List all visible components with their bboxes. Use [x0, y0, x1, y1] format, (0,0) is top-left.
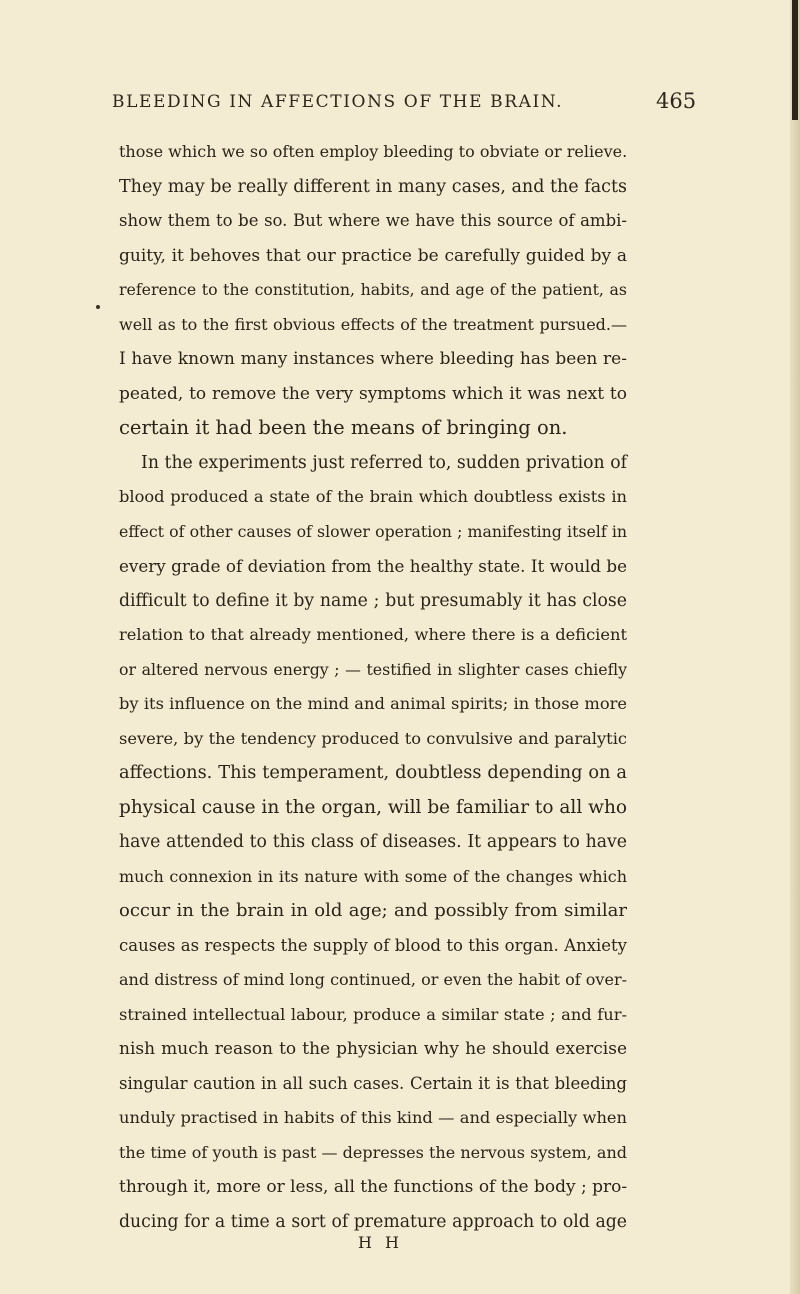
text-line: every grade of deviation from the healthy state. It would be	[119, 556, 627, 576]
text-line: peated, to remove the very symptoms which it was next to	[119, 383, 627, 404]
text-line: singular caution in all such cases. Certain it is that bleeding	[119, 1073, 627, 1093]
page-edge	[790, 0, 800, 1294]
text-line: affections. This temperament, doubtless depending on a	[119, 763, 627, 783]
text-line: and distress of mind long continued, or even the habit of over-	[119, 970, 627, 989]
page-edge-shadow	[792, 0, 798, 120]
text-line: effect of other causes of slower operation ; manifesting itself in	[119, 521, 627, 541]
signature-mark: H H	[358, 1233, 403, 1252]
text-line: or altered nervous energy ; — testified in slighter cases chiefly	[119, 659, 627, 679]
text-line: They may be really different in many cases, and the facts	[119, 176, 627, 197]
text-line: show them to be so. But where we have this source of ambi-	[119, 211, 627, 230]
text-line: In the experiments just referred to, sudden privation of	[141, 452, 627, 473]
text-line: occur in the brain in old age; and possibly from similar	[119, 900, 627, 921]
text-line: causes as respects the supply of blood to this organ. Anxiety	[119, 935, 627, 955]
text-line: have attended to this class of diseases. It appears to have	[119, 832, 627, 852]
text-line: unduly practised in habits of this kind — and especially when	[119, 1108, 627, 1127]
text-line: the time of youth is past — depresses the nervous system, and	[119, 1142, 627, 1162]
running-header: BLEEDING IN AFFECTIONS OF THE BRAIN.	[112, 92, 564, 112]
text-line: severe, by the tendency produced to convulsive and paralytic	[119, 728, 627, 748]
text-line: nish much reason to the physician why he should exercise	[119, 1039, 627, 1059]
margin-speck	[96, 305, 100, 309]
text-line: physical cause in the organ, will be familiar to all who	[119, 796, 628, 818]
page-number: 465	[656, 89, 697, 113]
text-line: guity, it behoves that our practice be carefully guided by a	[119, 245, 627, 266]
body-text	[119, 135, 627, 1239]
text-line: strained intellectual labour, produce a similar state ; and fur-	[119, 1004, 627, 1024]
text-line: much connexion in its nature with some of the changes which	[119, 866, 627, 886]
text-line: those which we so often employ bleeding to obviate or relieve.	[119, 142, 628, 161]
text-line: reference to the constitution, habits, and age of the patient, as	[119, 280, 627, 299]
text-line: difficult to define it by name ; but presumably it has close	[119, 590, 627, 611]
text-line: through it, more or less, all the functions of the body ; pro-	[119, 1177, 628, 1197]
text-line: I have known many instances where bleeding has been re-	[119, 349, 627, 369]
text-line: ducing for a time a sort of premature approach to old age	[119, 1211, 627, 1232]
text-line: by its influence on the mind and animal spirits; in those more	[119, 694, 627, 713]
text-line: blood produced a state of the brain which doubtless exists in	[119, 487, 627, 506]
text-line: relation to that already mentioned, where there is a deficient	[119, 625, 627, 644]
text-line: well as to the first obvious effects of the treatment pursued.—	[119, 314, 627, 334]
text-line: certain it had been the means of bringing on.	[119, 416, 568, 439]
